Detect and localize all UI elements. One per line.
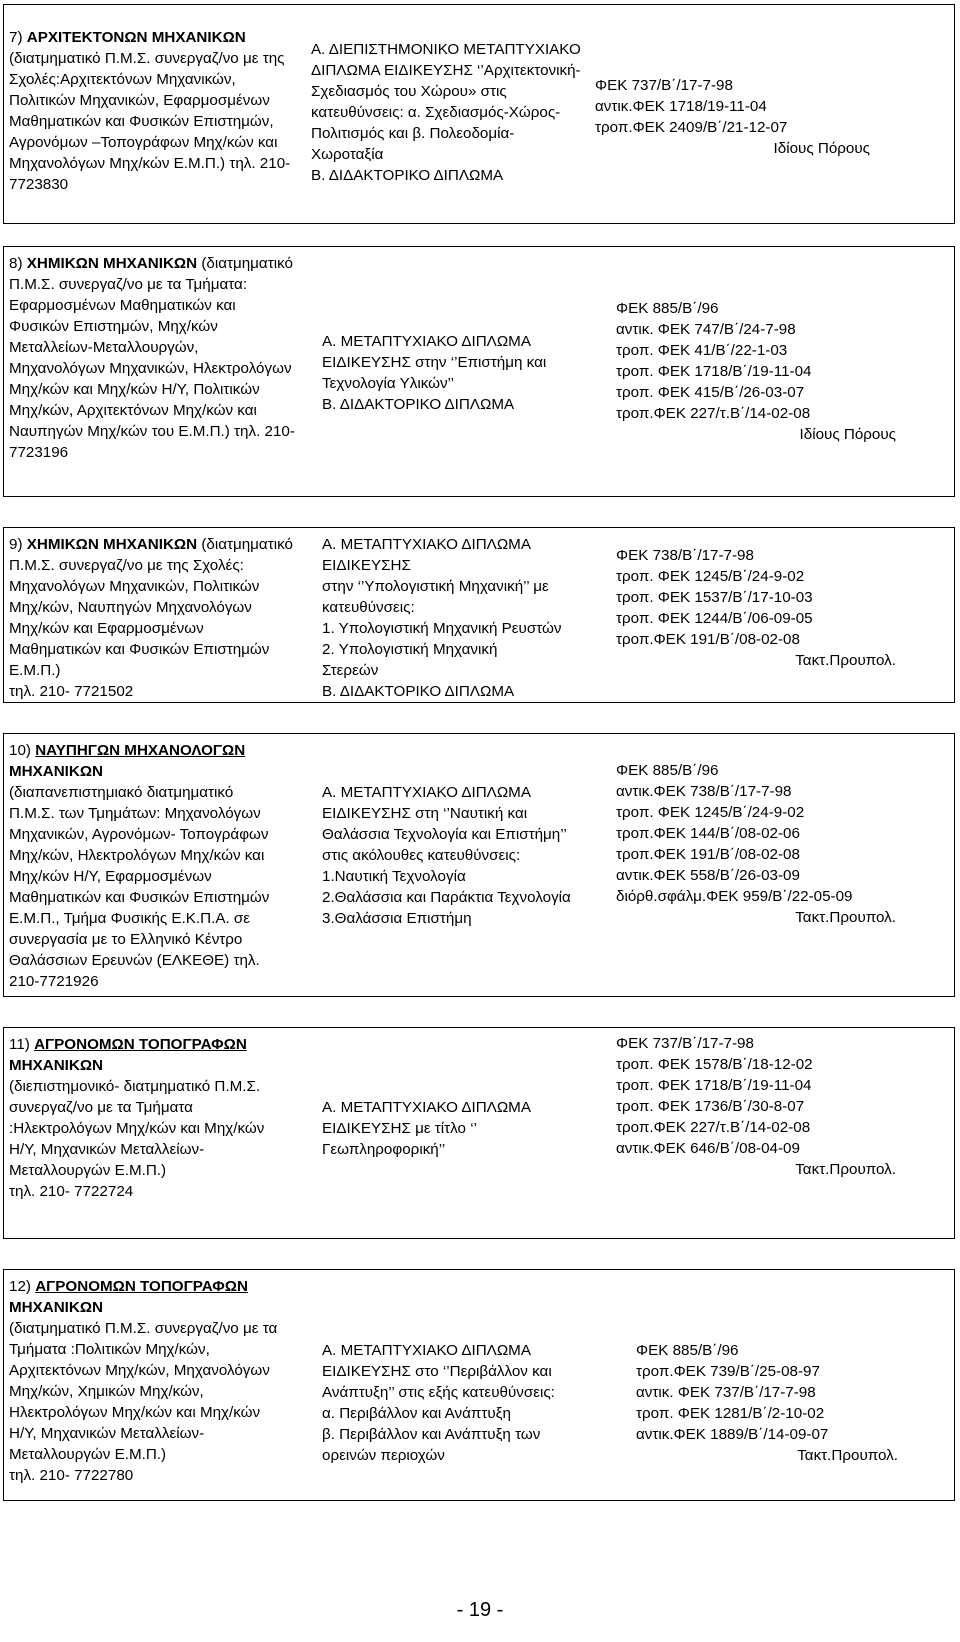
entry-title: ΑΓΡΟΝΟΜΩΝ ΤΟΠΟΓΡΑΦΩΝ: [35, 1278, 248, 1295]
entry-degrees: [322, 1097, 612, 1160]
program-entry-10: [3, 733, 955, 997]
fek-line: τροπ. ΦΕΚ 41/Β΄/22-1-03: [616, 342, 788, 359]
program-entry-8: [3, 246, 955, 497]
desc-line: 210-7721926: [9, 973, 99, 990]
degree-line: Στερεών: [322, 662, 379, 679]
fek-line: αντικ.ΦΕΚ 558/Β΄/26-03-09: [616, 867, 800, 884]
desc-line: Π.Μ.Σ. συνεργαζ/νο με της Σχολές:: [9, 557, 244, 574]
desc-line: Μεταλλουργών Ε.Μ.Π.): [9, 1446, 167, 1463]
program-entry-11: [3, 1027, 955, 1239]
degree-line: Σχεδιασμός του Χώρου» στις: [311, 83, 507, 100]
fek-line: ΦΕΚ 885/Β΄/96: [636, 1342, 739, 1359]
desc-line: Μαθηματικών και Φυσικών Επιστημών: [9, 889, 270, 906]
fek-line: τροπ. ΦΕΚ 1245/Β΄/24-9-02: [616, 804, 805, 821]
degree-line: στις ακόλουθες κατευθύνσεις:: [322, 847, 521, 864]
entry-description: [9, 740, 321, 992]
entry-degrees: [322, 1340, 612, 1466]
entry-fek: [595, 75, 870, 159]
funding-source: Τακτ.Προυπολ.: [795, 909, 896, 926]
degree-line: 1. Υπολογιστική Μηχανική Ρευστών: [322, 620, 562, 637]
desc-line: Ναυπηγών Μηχ/κών του Ε.Μ.Π.) τηλ. 210-: [9, 423, 295, 440]
desc-line: Αγρονόμων –Τοπογράφων Μηχ/κών και: [9, 134, 278, 151]
entry-description: [9, 1276, 321, 1486]
degree-line: ΕΙΔΙΚΕΥΣΗΣ στο ‘’Περιβάλλον και: [322, 1363, 552, 1380]
fek-line: τροπ. ΦΕΚ 1244/Β΄/06-09-05: [616, 610, 813, 627]
fek-line: τροπ. ΦΕΚ 1537/Β΄/17-10-03: [616, 589, 813, 606]
fek-line: ΦΕΚ 737/Β΄/17-7-98: [616, 1035, 754, 1052]
fek-line: αντικ.ΦΕΚ 738/Β΄/17-7-98: [616, 783, 792, 800]
desc-line: Μηχανολόγων Μηχανικών, Ηλεκτρολόγων: [9, 360, 292, 377]
desc-line: Θαλάσσιων Ερευνών (ΕΛΚΕΘΕ) τηλ.: [9, 952, 260, 969]
degree-line: Β. ΔΙΔΑΚΤΟΡΙΚΟ ΔΙΠΛΩΜΑ: [322, 683, 515, 700]
desc-line: Μηχ/κών Η/Υ, Εφαρμοσμένων: [9, 868, 212, 885]
desc-line: Μηχ/κών και Εφαρμοσμένων: [9, 620, 204, 637]
degree-line: Α. ΜΕΤΑΠΤΥΧΙΑΚΟ ΔΙΠΛΩΜΑ: [322, 536, 531, 553]
desc-line: συνεργασία με το Ελληνικό Κέντρο: [9, 931, 243, 948]
entry-title: ΑΡΧΙΤΕΚΤΟΝΩΝ ΜΗΧΑΝΙΚΩΝ: [26, 29, 246, 46]
desc-line: Πολιτικών Μηχανικών, Εφαρμοσμένων: [9, 92, 270, 109]
desc-line: (διατμηματικό Π.Μ.Σ. συνεργαζ/νο με της: [9, 50, 285, 67]
entry-fek: [636, 1340, 898, 1466]
entry-description: [9, 253, 321, 463]
fek-line: τροπ.ΦΕΚ 191/Β΄/08-02-08: [616, 631, 800, 648]
desc-line: Η/Υ, Μηχανικών Μεταλλείων-: [9, 1141, 205, 1158]
fek-line: τροπ.ΦΕΚ 144/Β΄/08-02-06: [616, 825, 800, 842]
program-entry-9: [3, 527, 955, 703]
entry-title-cont: ΜΗΧΑΝΙΚΩΝ: [9, 763, 104, 780]
degree-line: Χωροταξία: [311, 146, 384, 163]
funding-source: Τακτ.Προυπολ.: [795, 1161, 896, 1178]
fek-line: ΦΕΚ 885/Β΄/96: [616, 300, 719, 317]
desc-line: Π.Μ.Σ. των Τμημάτων: Μηχανολόγων: [9, 805, 261, 822]
entry-title: ΧΗΜΙΚΩΝ ΜΗΧΑΝΙΚΩΝ: [26, 536, 198, 553]
degree-line: στην ‘’Υπολογιστική Μηχανική’’ με: [322, 578, 549, 595]
desc-line: Μηχ/κών, Ηλεκτρολόγων Μηχ/κών και: [9, 847, 265, 864]
fek-line: τροπ.ΦΕΚ 2409/Β΄/21-12-07: [595, 119, 788, 136]
degree-line: ΕΙΔΙΚΕΥΣΗΣ στη ‘’Ναυτική και: [322, 805, 528, 822]
fek-line: τροπ.ΦΕΚ 227/τ.Β΄/14-02-08: [616, 1119, 811, 1136]
desc-line: Μηχ/κών, Χημικών Μηχ/κών,: [9, 1383, 204, 1400]
fek-line: ΦΕΚ 885/Β΄/96: [616, 762, 719, 779]
entry-title: ΧΗΜΙΚΩΝ ΜΗΧΑΝΙΚΩΝ: [26, 255, 198, 272]
desc-line: (διαπανεπιστημιακό διατμηματικό: [9, 784, 234, 801]
entry-heading: 11) ΑΓΡΟΝΟΜΩΝ ΤΟΠΟΓΡΑΦΩΝ: [9, 1036, 247, 1053]
program-entry-12: [3, 1269, 955, 1501]
fek-line: αντικ.ΦΕΚ 646/Β΄/08-04-09: [616, 1140, 800, 1157]
entry-title: ΝΑΥΠΗΓΩΝ ΜΗΧΑΝΟΛΟΓΩΝ: [35, 742, 246, 759]
desc-line: 7723196: [9, 444, 69, 461]
desc-line: Μηχ/κών και Μηχ/κών Η/Υ, Πολιτικών: [9, 381, 260, 398]
degree-line: ΕΙΔΙΚΕΥΣΗΣ στην ‘’Επιστήμη και: [322, 354, 547, 371]
degree-line: Α. ΜΕΤΑΠΤΥΧΙΑΚΟ ΔΙΠΛΩΜΑ: [322, 333, 531, 350]
fek-line: ΦΕΚ 738/Β΄/17-7-98: [616, 547, 754, 564]
desc-line: Σχολές:Αρχιτεκτόνων Μηχανικών,: [9, 71, 236, 88]
entry-degrees: [322, 331, 612, 415]
desc-line: :Ηλεκτρολόγων Μηχ/κών και Μηχ/κών: [9, 1120, 265, 1137]
entry-degrees: [311, 39, 601, 186]
desc-line: Τμήματα :Πολιτικών Μηχ/κών,: [9, 1341, 210, 1358]
page-number: - 19 -: [456, 1599, 504, 1621]
desc-line: Ε.Μ.Π., Τμήμα Φυσικής Ε.Κ.Π.Α. σε: [9, 910, 251, 927]
degree-line: Τεχνολογία Υλικών’’: [322, 375, 455, 392]
degree-line: 2.Θαλάσσια και Παράκτια Τεχνολογία: [322, 889, 571, 906]
desc-line: Ηλεκτρολόγων Μηχ/κών και Μηχ/κών: [9, 1404, 261, 1421]
degree-line: ορεινών περιοχών: [322, 1447, 445, 1464]
desc-line: Μηχ/κών, Αρχιτεκτόνων Μηχ/κών και: [9, 402, 257, 419]
degree-line: Α. ΜΕΤΑΠΤΥΧΙΑΚΟ ΔΙΠΛΩΜΑ: [322, 1342, 531, 1359]
desc-line: Μαθηματικών και Φυσικών Επιστημών,: [9, 113, 274, 130]
fek-line: αντικ. ΦΕΚ 747/Β΄/24-7-98: [616, 321, 796, 338]
degree-line: α. Περιβάλλον και Ανάπτυξη: [322, 1405, 511, 1422]
desc-line: Π.Μ.Σ. συνεργαζ/νο με τα Τμήματα:: [9, 276, 248, 293]
fek-line: τροπ. ΦΕΚ 1718/Β΄/19-11-04: [616, 363, 812, 380]
entry-heading: 9) ΧΗΜΙΚΩΝ ΜΗΧΑΝΙΚΩΝ (διατμηματικό: [9, 536, 293, 553]
fek-line: τροπ. ΦΕΚ 415/Β΄/26-03-07: [616, 384, 805, 401]
fek-line: τροπ.ΦΕΚ 191/Β΄/08-02-08: [616, 846, 800, 863]
fek-line: τροπ.ΦΕΚ 227/τ.Β΄/14-02-08: [616, 405, 811, 422]
funding-source: Τακτ.Προυπολ.: [797, 1447, 898, 1464]
degree-line: β. Περιβάλλον και Ανάπτυξη των: [322, 1426, 541, 1443]
degree-line: Α. ΔΙΕΠΙΣΤΗΜΟΝΙΚΟ ΜΕΤΑΠΤΥΧΙΑΚΟ: [311, 41, 581, 58]
desc-line: Φυσικών Επιστημών, Μηχ/κών: [9, 318, 218, 335]
desc-line: Μεταλλουργών Ε.Μ.Π.): [9, 1162, 167, 1179]
entry-degrees: [322, 534, 612, 702]
desc-line: Ε.Μ.Π.): [9, 662, 61, 679]
entry-degrees: [322, 782, 612, 929]
entry-fek: [616, 1033, 896, 1180]
desc-line: Μηχ/κών, Ναυπηγών Μηχανολόγων: [9, 599, 252, 616]
desc-line: Μεταλλείων-Μεταλλουργών,: [9, 339, 199, 356]
entry-description: [9, 1034, 321, 1202]
degree-line: Γεωπληροφορική’’: [322, 1141, 446, 1158]
degree-line: κατευθύνσεις: α. Σχεδιασμός-Χώρος-: [311, 104, 561, 121]
desc-line: τηλ. 210- 7721502: [9, 683, 134, 700]
desc-line: Μηχανολόγων Μηχανικών, Πολιτικών: [9, 578, 260, 595]
desc-line: Εφαρμοσμένων Μαθηματικών και: [9, 297, 236, 314]
fek-line: τροπ. ΦΕΚ 1736/Β΄/30-8-07: [616, 1098, 805, 1115]
entry-title-cont: ΜΗΧΑΝΙΚΩΝ: [9, 1299, 104, 1316]
fek-line: τροπ.ΦΕΚ 739/Β΄/25-08-97: [636, 1363, 820, 1380]
degree-line: 1.Ναυτική Τεχνολογία: [322, 868, 466, 885]
funding-source: Ιδίους Πόρους: [773, 140, 870, 157]
desc-line: Η/Υ, Μηχανικών Μεταλλείων-: [9, 1425, 205, 1442]
degree-line: 2. Υπολογιστική Μηχανική: [322, 641, 498, 658]
desc-line: 7723830: [9, 176, 69, 193]
desc-line: Μηχανικών, Αγρονόμων- Τοπογράφων: [9, 826, 269, 843]
entry-title-cont: ΜΗΧΑΝΙΚΩΝ: [9, 1057, 104, 1074]
entry-title: ΑΓΡΟΝΟΜΩΝ ΤΟΠΟΓΡΑΦΩΝ: [34, 1036, 247, 1053]
degree-line: Α. ΜΕΤΑΠΤΥΧΙΑΚΟ ΔΙΠΛΩΜΑ: [322, 784, 531, 801]
degree-line: Ανάπτυξη’’ στις εξής κατευθύνσεις:: [322, 1384, 555, 1401]
entry-heading: 12) ΑΓΡΟΝΟΜΩΝ ΤΟΠΟΓΡΑΦΩΝ: [9, 1278, 248, 1295]
degree-line: ΕΙΔΙΚΕΥΣΗΣ με τίτλο ‘’: [322, 1120, 477, 1137]
desc-line: τηλ. 210- 7722780: [9, 1467, 134, 1484]
degree-line: Θαλάσσια Τεχνολογία και Επιστήμη’’: [322, 826, 567, 843]
entry-description: [9, 27, 321, 195]
desc-line: συνεργαζ/νο με τα Τμήματα: [9, 1099, 193, 1116]
degree-line: Πολιτισμός και β. Πολεοδομία-: [311, 125, 515, 142]
degree-line: Β. ΔΙΔΑΚΤΟΡΙΚΟ ΔΙΠΛΩΜΑ: [311, 167, 504, 184]
fek-line: διόρθ.σφάλμ.ΦΕΚ 959/Β΄/22-05-09: [616, 888, 853, 905]
desc-line: Μηχανολόγων Μηχ/κών Ε.Μ.Π.) τηλ. 210-: [9, 155, 291, 172]
fek-line: τροπ. ΦΕΚ 1578/Β΄/18-12-02: [616, 1056, 813, 1073]
entry-heading: 10) ΝΑΥΠΗΓΩΝ ΜΗΧΑΝΟΛΟΓΩΝ: [9, 742, 246, 759]
entry-fek: [616, 298, 896, 445]
funding-source: Ιδίους Πόρους: [799, 426, 896, 443]
degree-line: ΕΙΔΙΚΕΥΣΗΣ: [322, 557, 411, 574]
degree-line: Α. ΜΕΤΑΠΤΥΧΙΑΚΟ ΔΙΠΛΩΜΑ: [322, 1099, 531, 1116]
degree-line: 3.Θαλάσσια Επιστήμη: [322, 910, 472, 927]
desc-line: (διεπιστημονικό- διατμηματικό Π.Μ.Σ.: [9, 1078, 261, 1095]
fek-line: τροπ. ΦΕΚ 1718/Β΄/19-11-04: [616, 1077, 812, 1094]
entry-heading: 8) ΧΗΜΙΚΩΝ ΜΗΧΑΝΙΚΩΝ (διατμηματικό: [9, 255, 293, 272]
fek-line: τροπ. ΦΕΚ 1281/Β΄/2-10-02: [636, 1405, 825, 1422]
funding-source: Τακτ.Προυπολ.: [795, 652, 896, 669]
fek-line: αντικ. ΦΕΚ 737/Β΄/17-7-98: [636, 1384, 816, 1401]
entry-heading: 7) ΑΡΧΙΤΕΚΤΟΝΩΝ ΜΗΧΑΝΙΚΩΝ: [9, 29, 246, 46]
entry-description: [9, 534, 321, 702]
desc-line: τηλ. 210- 7722724: [9, 1183, 134, 1200]
degree-line: ΔΙΠΛΩΜΑ ΕΙΔΙΚΕΥΣΗΣ ‘’Αρχιτεκτονική-: [311, 62, 581, 79]
entry-fek: [616, 760, 896, 928]
fek-line: τροπ. ΦΕΚ 1245/Β΄/24-9-02: [616, 568, 805, 585]
fek-line: αντικ.ΦΕΚ 1889/Β΄/14-09-07: [636, 1426, 829, 1443]
degree-line: κατευθύνσεις:: [322, 599, 415, 616]
desc-line: Μαθηματικών και Φυσικών Επιστημών: [9, 641, 270, 658]
fek-line: αντικ.ΦΕΚ 1718/19-11-04: [595, 98, 767, 115]
entry-fek: [616, 545, 896, 671]
degree-line: Β. ΔΙΔΑΚΤΟΡΙΚΟ ΔΙΠΛΩΜΑ: [322, 396, 515, 413]
program-entry-7: [3, 4, 955, 224]
desc-line: (διατμηματικό Π.Μ.Σ. συνεργαζ/νο με τα: [9, 1320, 278, 1337]
desc-line: Αρχιτεκτόνων Μηχ/κών, Μηχανολόγων: [9, 1362, 270, 1379]
fek-line: ΦΕΚ 737/Β΄/17-7-98: [595, 77, 733, 94]
